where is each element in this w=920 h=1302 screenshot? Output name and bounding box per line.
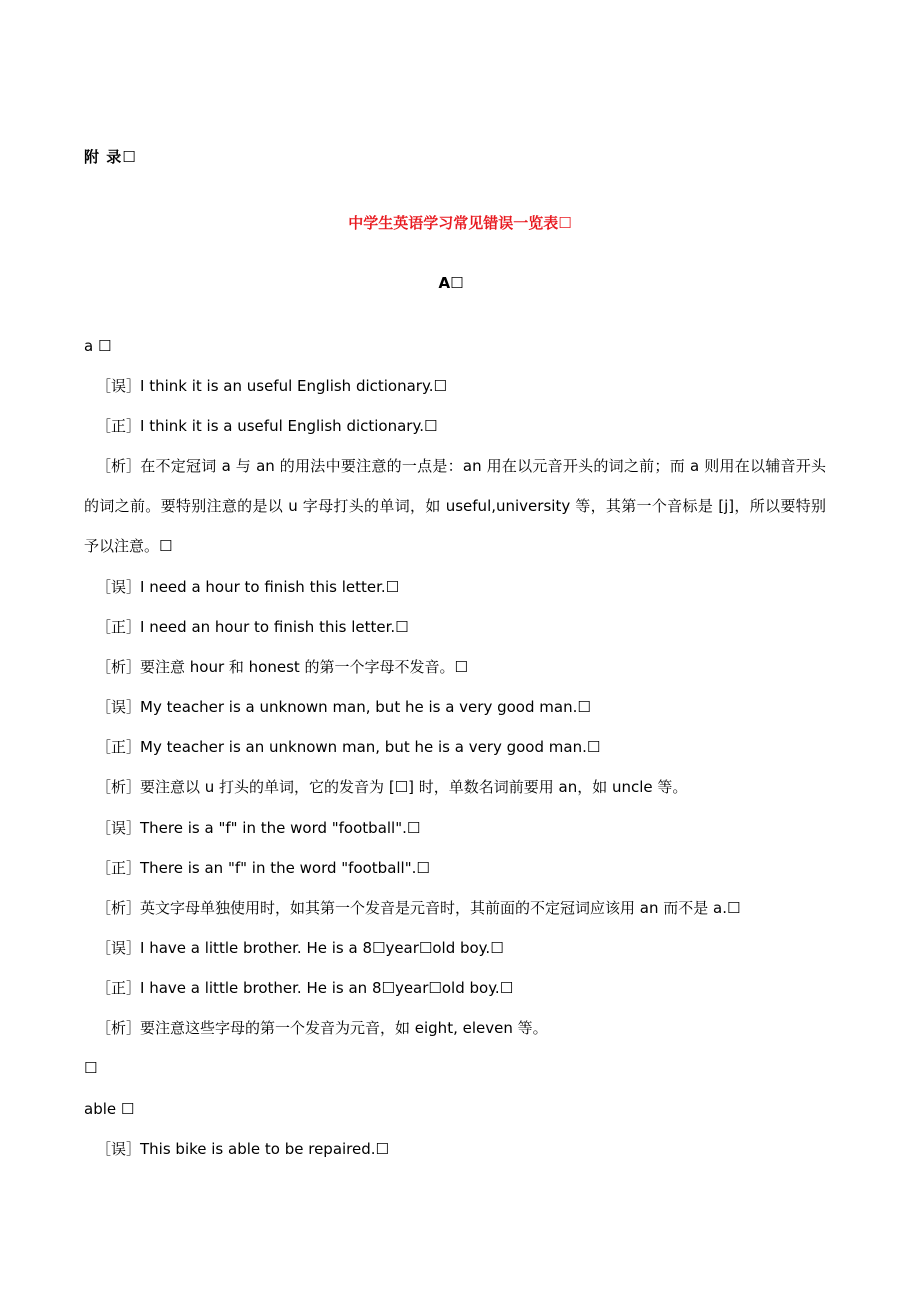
note-text: 英文字母单独使用时，如其第一个发音是元音时，其前面的不定冠词应该用 an 而不是 a.☐ xyxy=(140,899,741,917)
right-sentence: There is an "f" in the word "football".☐ xyxy=(140,859,430,877)
note-tag: ［析］ xyxy=(96,778,142,796)
wrong-sentence: I need a hour to finish this letter.☐ xyxy=(140,578,400,596)
wrong-sentence: There is a "f" in the word "football".☐ xyxy=(140,819,421,837)
wrong-tag: ［误］ xyxy=(96,377,142,395)
wrong-example xyxy=(96,938,504,958)
end-mark: ☐ xyxy=(84,1059,98,1077)
wrong-sentence: My teacher is a unknown man, but he is a very good man.☐ xyxy=(140,698,591,716)
analysis-note xyxy=(96,1018,548,1038)
wrong-example xyxy=(96,376,447,396)
right-tag: ［正］ xyxy=(96,979,142,997)
analysis-note xyxy=(96,657,468,677)
right-sentence: My teacher is an unknown man, but he is a very good man.☐ xyxy=(140,738,601,756)
note-tag: ［析］ xyxy=(96,658,142,676)
wrong-sentence: I have a little brother. He is a 8☐year☐old boy.☐ xyxy=(140,939,504,957)
note-text: 要注意这些字母的第一个发音为元音，如 eight, eleven 等。 xyxy=(140,1019,548,1037)
analysis-note xyxy=(96,898,740,918)
wrong-tag: ［误］ xyxy=(96,939,142,957)
wrong-example xyxy=(96,1139,389,1159)
right-sentence: I think it is a useful English dictionary.☐ xyxy=(140,417,438,435)
section-letter: A☐ xyxy=(438,274,464,292)
entry-word: a ☐ xyxy=(84,337,112,355)
right-tag: ［正］ xyxy=(96,618,142,636)
wrong-sentence: This bike is able to be repaired.☐ xyxy=(140,1140,389,1158)
wrong-tag: ［误］ xyxy=(96,819,142,837)
wrong-sentence: I think it is an useful English dictionary.☐ xyxy=(140,377,447,395)
wrong-example xyxy=(96,818,420,838)
wrong-tag: ［误］ xyxy=(96,578,142,596)
note-text: 在不定冠词 a 与 an 的用法中要注意的一点是：an 用在以元音开头的词之前；而 a 则用在以辅音开头的词之前。要特别注意的是以 u 字母打头的单词，如 useful,university 等，其第一个音标是 [j]，所以要特别予以注意。☐ xyxy=(84,457,826,555)
wrong-tag: ［误］ xyxy=(96,698,142,716)
right-example xyxy=(96,416,437,436)
document-title: 中学生英语学习常见错误一览表☐ xyxy=(348,214,572,232)
right-tag: ［正］ xyxy=(96,738,142,756)
right-sentence: I have a little brother. He is an 8☐year☐old boy.☐ xyxy=(140,979,514,997)
wrong-example xyxy=(96,697,591,717)
note-tag: ［析］ xyxy=(96,1019,142,1037)
appendix-heading: 附 录☐ xyxy=(84,148,137,166)
wrong-example xyxy=(96,577,399,597)
note-text: 要注意 hour 和 honest 的第一个字母不发音。☐ xyxy=(140,658,468,676)
right-tag: ［正］ xyxy=(96,859,142,877)
right-sentence: I need an hour to finish this letter.☐ xyxy=(140,618,409,636)
right-example xyxy=(96,978,513,998)
wrong-tag: ［误］ xyxy=(96,1140,142,1158)
note-tag: ［析］ xyxy=(96,457,142,475)
note-tag: ［析］ xyxy=(96,899,142,917)
analysis-note xyxy=(84,446,826,566)
right-example xyxy=(96,858,430,878)
right-example xyxy=(96,737,600,757)
note-text: 要注意以 u 打头的单词，它的发音为 [☐] 时，单数名词前要用 an，如 uncle 等。 xyxy=(140,778,688,796)
right-tag: ［正］ xyxy=(96,417,142,435)
entry-word: able ☐ xyxy=(84,1100,135,1118)
right-example xyxy=(96,617,409,637)
analysis-note xyxy=(96,777,687,797)
